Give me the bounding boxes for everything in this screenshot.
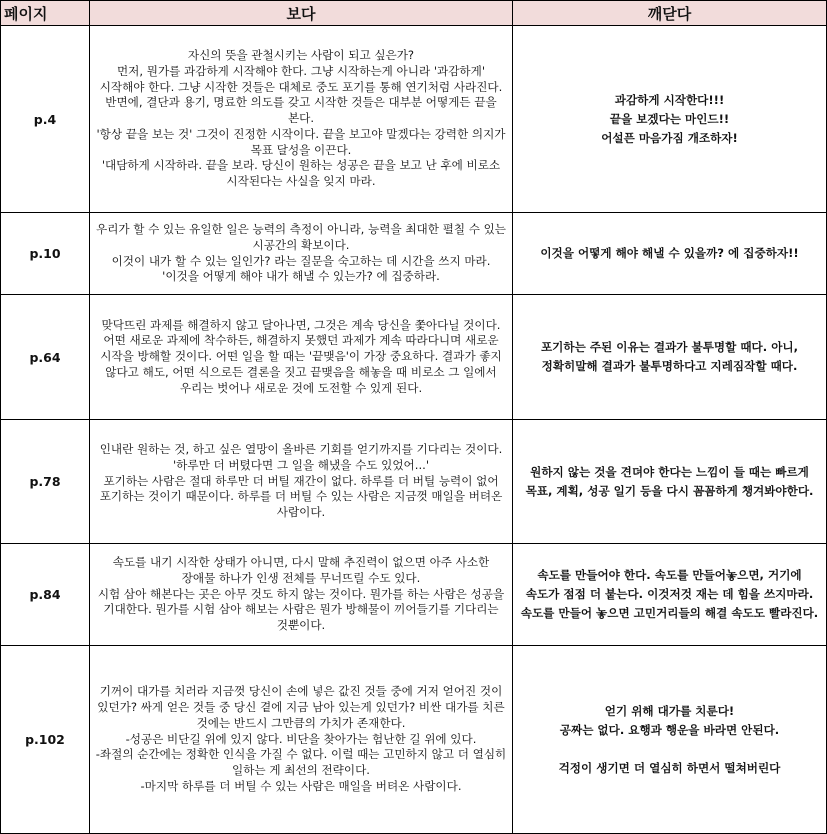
see-paragraph: 속도를 내기 시작한 상태가 아니면, 다시 말해 추진력이 없으면 아주 사소한 장애물 하나가 인생 전체를 무너뜨릴 수도 있다. [112, 555, 490, 585]
realize-line: 끝을 보겠다는 마인드!! [609, 111, 730, 126]
page-cell: p.102 [1, 646, 90, 834]
realize-line: 속도를 만들어야 한다. 속도를 만들어놓으면, 거기에 속도가 점점 더 붙는다. 이것저것 재는 데 힘을 쓰지마라. 속도를 만들어 놓으면 고민거리들의 해결 속도도 빨라진다. [520, 568, 819, 620]
see-paragraph: 자신의 뜻을 관철시키는 사람이 되고 싶은가? [187, 47, 415, 62]
realize-cell [513, 420, 827, 544]
page-cell: p.84 [1, 544, 90, 646]
see-paragraph: -마지막 하루를 더 버틸 수 있는 사람은 매일을 버텨온 사람이다. [140, 778, 462, 793]
header-row [1, 1, 827, 26]
page-cell: p.10 [1, 213, 90, 295]
see-paragraph: 인내란 원하는 것, 하고 싶은 열망이 올바른 기회를 얻기까지를 기다리는 것이다. [99, 442, 503, 456]
realize-line: 어설픈 마음가짐 개조하자! [601, 130, 738, 145]
table-row [1, 295, 827, 420]
see-paragraph: -좌절의 순간에는 정확한 인식을 가질 수 없다. 이럴 때는 고민하지 않고 더 열심히 일하는 게 최선의 전략이다. [95, 747, 507, 778]
see-cell [90, 295, 513, 420]
table-row [1, 544, 827, 646]
table-row [1, 420, 827, 544]
see-paragraph: 시험 삼아 해본다는 곳은 아무 것도 하지 않는 것이다. 뭔가를 하는 사람은 성공을 기대한다. 뭔가를 시험 삼아 해보는 사람은 뭔가 방해물이 끼어들기를 기다리는 것뿐이다. [97, 586, 505, 633]
see-paragraph: 맞닥뜨린 과제를 해결하지 않고 달아나면, 그것은 계속 당신을 쫓아다닐 것이다. 어떤 새로운 과제에 착수하든, 해결하지 못했던 과제가 계속 따라다니며 새로운 시작을 방해할 것이다. 어떤 일을 할 때는 '끝맺음'이 가장 중요하다. 결과가 좋지 않다고 해도, 어떤 식으로든 결론을 짓고 끝맺음을 해놓을 때 비로소 그 일에서 우리는 벗어나 새로운 것에 도전할 수 있게 된다. [100, 317, 502, 395]
table-row [1, 646, 827, 834]
see-paragraph: 먼저, 뭔가를 과감하게 시작해야 한다. 그냥 시작하는게 아니라 '과감하게' 시작해야 한다. 그냥 시작한 것들은 대체로 중도 포기를 통해 연기처럼 사라진다. 반면에, 결단과 용기, 명료한 의도를 갖고 시작한 것들은 대부분 어떻게든 끝을 본다. [99, 63, 503, 126]
see-cell [90, 420, 513, 544]
realize-line: 원하지 않는 것을 견뎌야 한다는 느낌이 들 때는 빠르게 목표, 계획, 성공 일기 등을 다시 꼼꼼하게 챙겨봐야한다. [525, 464, 814, 498]
table-row [1, 26, 827, 213]
header-realize: 깨닫다 [513, 1, 827, 26]
see-cell [90, 646, 513, 834]
header-see: 보다 [90, 1, 513, 26]
realize-cell [513, 26, 827, 213]
realize-line: 이것을 어떻게 해야 해낼 수 있을까? 에 집중하자!! [540, 246, 799, 260]
realize-line: 공짜는 없다. 요행과 행운을 바라면 안된다. [559, 722, 780, 737]
page-cell: p.4 [1, 26, 90, 213]
see-paragraph: '항상 끝을 보는 것' 그것이 진정한 시작이다. 끝을 보고야 말겠다는 강력한 의지가 목표 달성을 이끈다. [96, 126, 506, 157]
see-paragraph: 포기하는 사람은 절대 하루만 더 버틸 재간이 없다. 하루를 더 버틸 능력이 없어 포기하는 것이기 때문이다. 하루를 더 버틸 수 있는 사람은 지금껏 매일을 버텨온 사람이다. [99, 473, 503, 520]
see-paragraph: '하루만 더 버텼다면 그 일을 해냈을 수도 있었어...' [172, 457, 430, 472]
see-cell [90, 26, 513, 213]
see-paragraph: 기꺼이 대가를 치러라 지금껏 당신이 손에 넣은 값진 것들 중에 거저 얻어진 것이 있던가? 싸게 얻은 것들 중 당신 곁에 지금 남아 있는게 있던가? 비싼 대가를 치른 것에는 반드시 그만큼의 가치가 존재한다. [97, 684, 505, 730]
see-paragraph: 이것이 내가 할 수 있는 일인가? 라는 질문을 숙고하는 데 시간을 쓰지 마라. '이것을 어떻게 해야 내가 해낼 수 있는가? 에 집중하라. [111, 253, 491, 284]
see-paragraph: '대담하게 시작하라. 끝을 보라. 당신이 원하는 성공은 끝을 보고 난 후에 비로소 시작된다는 사실을 잊지 마라. [101, 158, 501, 189]
see-paragraph: -성공은 비단길 위에 있지 않다. 비단을 찾아가는 험난한 길 위에 있다. [125, 731, 477, 746]
page-cell: p.78 [1, 420, 90, 544]
see-cell [90, 213, 513, 295]
see-paragraph: 우리가 할 수 있는 유일한 일은 능력의 측정이 아니라, 능력을 최대한 펼칠 수 있는 시공간의 확보이다. [96, 221, 506, 252]
realize-line: 과감하게 시작한다!!! [614, 92, 725, 107]
realize-line [519, 740, 820, 759]
realize-line: 포기하는 주된 이유는 결과가 불투명할 때다. 아니, 정확히말해 결과가 불투명하다고 지레짐작할 때다. [540, 340, 799, 373]
realize-cell [513, 213, 827, 295]
realize-line: 걱정이 생기면 더 열심히 하면서 떨쳐버린다 [558, 760, 781, 775]
realize-cell [513, 646, 827, 834]
header-page: 페이지 [1, 1, 90, 26]
table-row [1, 213, 827, 295]
realize-cell [513, 544, 827, 646]
see-cell [90, 544, 513, 646]
realize-cell [513, 295, 827, 420]
page-cell: p.64 [1, 295, 90, 420]
realize-line: 얻기 위해 대가를 치룬다! [604, 703, 735, 718]
